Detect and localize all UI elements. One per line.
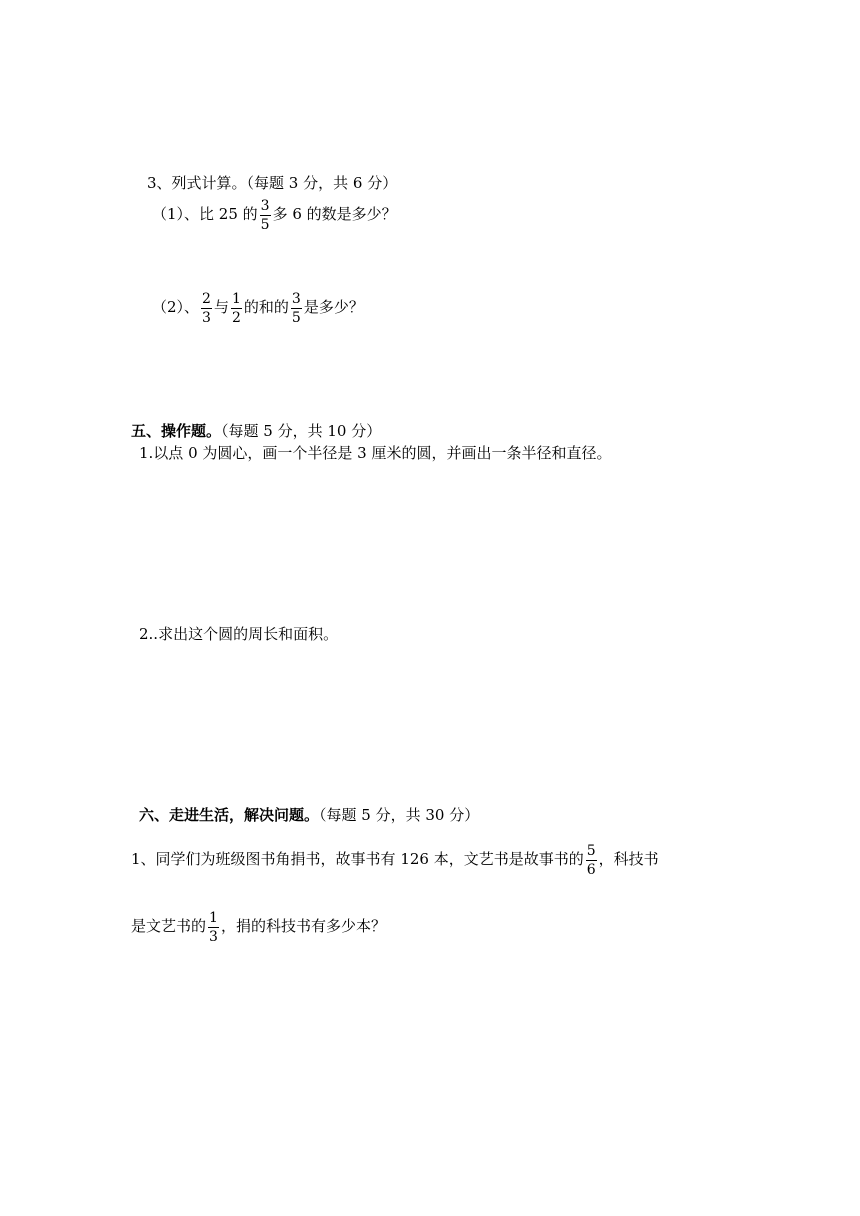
q1-prefix: （1）、比 25 的: [152, 205, 258, 223]
fraction-numerator: 3: [260, 197, 270, 214]
section3-question-2: [152, 287, 364, 327]
section5-question-1: 1.以点 0 为圆心，画一个半径是 3 厘米的圆，并画出一条半径和直径。: [139, 444, 612, 462]
fraction: [586, 844, 597, 877]
section6-question-1-line-1: [131, 837, 659, 881]
fraction-denominator: 3: [209, 928, 218, 945]
section5-title: 五、操作题。: [131, 422, 222, 440]
fraction-denominator: 3: [202, 309, 211, 326]
section6-note: （每题 5 分，共 30 分）: [319, 806, 480, 824]
fraction-denominator: 5: [291, 309, 301, 326]
fraction: [231, 292, 242, 325]
section3-question-1: [152, 194, 397, 234]
fraction-numerator: 5: [586, 842, 596, 859]
fraction-denominator: 6: [586, 861, 596, 878]
q1-line2-prefix: 是文艺书的: [131, 917, 207, 935]
fraction-numerator: 1: [209, 909, 218, 926]
fraction: [260, 199, 271, 232]
fraction: [208, 911, 219, 944]
fraction: [291, 292, 302, 325]
q2-suffix: 是多少？: [303, 298, 364, 316]
fraction: [201, 292, 212, 325]
fraction-denominator: 5: [260, 216, 270, 233]
q1-suffix: 多 6 的数是多少？: [272, 205, 397, 223]
section6-question-1-line-2: [131, 904, 386, 948]
section3-heading: 3、列式计算。（每题 3 分，共 6 分）: [147, 174, 398, 192]
q2-prefix: （2）、: [152, 298, 200, 316]
section5-question-2: 2..求出这个圆的周长和面积。: [139, 625, 339, 643]
fraction-numerator: 1: [231, 290, 241, 307]
q1-line2-suffix: ，捐的科技书有多少本？: [220, 917, 386, 935]
fraction-numerator: 2: [202, 290, 211, 307]
fraction-denominator: 2: [231, 309, 241, 326]
section6-title: 六、走进生活，解决问题。: [139, 806, 320, 824]
section5-note: （每题 5 分，共 10 分）: [221, 422, 382, 440]
section6-heading: [139, 805, 479, 825]
q2-connector-1: 与: [213, 298, 229, 316]
q2-connector-2: 的和的: [243, 298, 289, 316]
section5-heading: [131, 421, 381, 441]
q1-line1-suffix: ，科技书: [598, 850, 659, 868]
q1-line1-prefix: 1、同学们为班级图书角捐书，故事书有 126 本，文艺书是故事书的: [131, 850, 584, 868]
fraction-numerator: 3: [291, 290, 301, 307]
